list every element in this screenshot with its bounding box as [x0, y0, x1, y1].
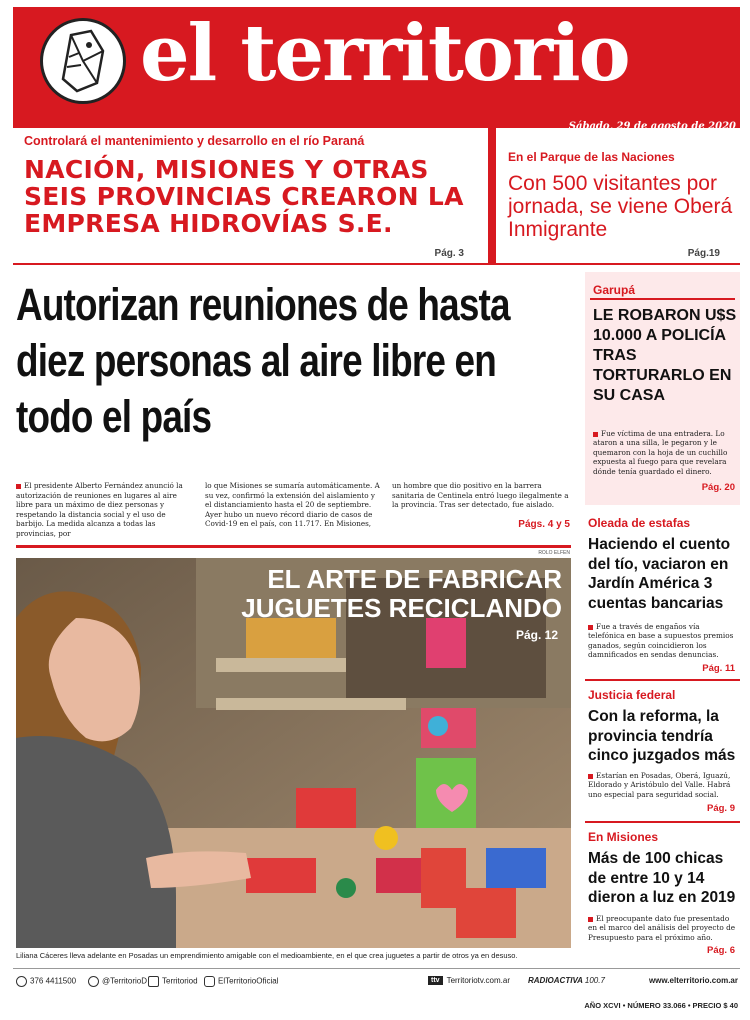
- sidebar-story-4-headline[interactable]: Más de 100 chicas de entre 10 y 14 dieron a luz en 2019: [588, 850, 736, 906]
- main-pages: Págs. 4 y 5: [518, 519, 570, 530]
- side-top-page: Pág.19: [687, 248, 720, 259]
- footer-radio-text: RADIOACTIVA: [528, 976, 583, 985]
- footer-divider: [13, 968, 740, 969]
- footer-tv[interactable]: [428, 976, 510, 985]
- footer-web[interactable]: www.elterritorio.com.ar: [648, 976, 738, 985]
- footer-whatsapp-text: 376 4411500: [30, 976, 77, 986]
- footer-radio-freq: 100.7: [584, 976, 605, 985]
- sidebar-story-2-page: Pág. 11: [702, 663, 735, 674]
- photo-title[interactable]: EL ARTE DE FABRICAR JUGUETES RECICLANDO: [241, 564, 562, 623]
- facebook-icon: [148, 976, 159, 987]
- main-divider: [16, 545, 571, 548]
- sidebar-story-1-body: [593, 429, 738, 476]
- footer-issue: AÑO XCVI • NÚMERO 33.066 • PRECIO $ 40: [584, 1001, 738, 1010]
- sidebar-story-1-body-text: Fue víctima de una entradera. Lo ataron a una silla, le pegaron y le quemaron con la hoja de un cuchillo expuesta al fuego para que revelara dónde tenía guardado el dinero.: [593, 429, 728, 476]
- sidebar-story-1-headline[interactable]: LE ROBARON U$S 10.000 A POLICÍA TRAS TORTURARLO EN SU CASA: [593, 307, 737, 404]
- edition-date: Sábado, 29 de agosto de 2020: [568, 121, 736, 132]
- footer-whatsapp[interactable]: [16, 976, 76, 987]
- sidebar-story-4-page: Pág. 6: [707, 945, 735, 956]
- photo-credit: ROLO ELFEN: [538, 550, 570, 556]
- footer-twitter-text: @TerritorioD: [102, 976, 148, 986]
- sidebar-story-3-kicker: Justicia federal: [588, 688, 676, 702]
- lead-kicker: Controlará el mantenimiento y desarrollo en el río Paraná: [24, 134, 365, 148]
- footer-instagram-text: ElTerritorioOficial: [218, 976, 279, 986]
- main-body-col-1: [16, 481, 194, 539]
- side-top-kicker: En el Parque de las Naciones: [508, 150, 675, 164]
- sidebar-story-3-body: [588, 771, 738, 799]
- main-headline[interactable]: Autorizan reuniones de hasta diez personas al aire libre en todo el país: [16, 279, 510, 442]
- bullet-icon: [588, 774, 593, 779]
- footer-radio[interactable]: [528, 976, 605, 985]
- footer-facebook-text: Territoriod: [162, 976, 198, 986]
- bullet-icon: [588, 917, 593, 922]
- edition-place: Posadas, Misiones, Argentina: [630, 134, 736, 143]
- sidebar-story-2-kicker: Oleada de estafas: [588, 516, 691, 530]
- sidebar-story-2-body-text: Fue a través de engaños vía telefónica en base a supuestos premios ganados, según coincidieron los damnificados en sendas denuncias.: [588, 622, 734, 660]
- sidebar-story-1-rule: [590, 298, 735, 300]
- instagram-icon: [204, 976, 215, 987]
- sidebar-story-3-headline[interactable]: Con la reforma, la provincia tendría cinco juzgados más: [588, 708, 736, 764]
- logo-icon: [40, 18, 126, 104]
- photo-page: Pág. 12: [515, 628, 558, 642]
- footer-tv-text: Territoriotv.com.ar: [446, 976, 510, 985]
- sidebar-story-3-body-text: Estarían en Posadas, Oberá, Iguazú, Eldorado y Aristóbulo del Valle. Habrá uno especial para seguridad social.: [588, 771, 731, 799]
- lead-headline[interactable]: NACIÓN, MISIONES Y OTRAS SEIS PROVINCIAS CREARON LA EMPRESA HIDROVÍAS S.E.: [24, 155, 464, 238]
- sidebar-divider-3: [585, 821, 740, 823]
- masthead-title: el territorio: [140, 8, 629, 99]
- sidebar-story-4-kicker: En Misiones: [588, 830, 659, 844]
- bullet-icon: [593, 432, 598, 437]
- sidebar-story-3-page: Pág. 9: [707, 803, 735, 814]
- photo-caption: Liliana Cáceres lleva adelante en Posadas un emprendimiento amigable con el medioambiente, en el que crea juguetes a partir de otros ya en desuso.: [16, 951, 518, 960]
- side-top-headline[interactable]: Con 500 visitantes por jornada, se viene Oberá Inmigrante: [508, 172, 733, 241]
- footer-instagram[interactable]: [204, 976, 278, 987]
- sidebar-story-4-body-text: El preocupante dato fue presentado en el marco del análisis del proyecto de Presupuesto para el próximo año.: [588, 914, 736, 942]
- footer-facebook[interactable]: [148, 976, 198, 987]
- main-body-col-3: un hombre que dio positivo en la barrera sanitaria de Centinela entró luego ilegalmente a la provincia. Tras ser detectado, fue aislado.: [392, 481, 569, 510]
- tv-logo-badge: ttv: [428, 976, 443, 985]
- sidebar-divider-2: [585, 679, 740, 681]
- bullet-icon: [588, 625, 593, 630]
- twitter-icon: [88, 976, 99, 987]
- whatsapp-icon: [16, 976, 27, 987]
- footer-twitter[interactable]: [88, 976, 147, 987]
- lead-page: Pág. 3: [434, 248, 464, 259]
- sidebar-story-2-headline[interactable]: Haciendo el cuento del tío, vaciaron en Jardín América 3 cuentas bancarias: [588, 536, 731, 612]
- main-body-col-1-text: El presidente Alberto Fernández anunció la autorización de reuniones en lugares al aire libre para un máximo de diez personas y respetando la distancia social y el uso de barbijo. La medida alcanza a todas las provincias, por: [16, 481, 183, 538]
- bullet-icon: [16, 484, 21, 489]
- sidebar-story-1-kicker: Garupá: [593, 283, 636, 297]
- sidebar-story-1-page: Pág. 20: [701, 482, 735, 493]
- sidebar-story-2-body: [588, 622, 738, 660]
- sidebar-story-4-body: [588, 914, 738, 942]
- main-body-col-2: lo que Misiones se sumaría automáticamente. A su vez, confirmó la extensión del aislamiento y el distanciamiento hasta el 20 de septiembre. Ayer hubo un nuevo récord diario de casos de Covid-19 en el país, con 11.717. En Misiones,: [205, 481, 380, 529]
